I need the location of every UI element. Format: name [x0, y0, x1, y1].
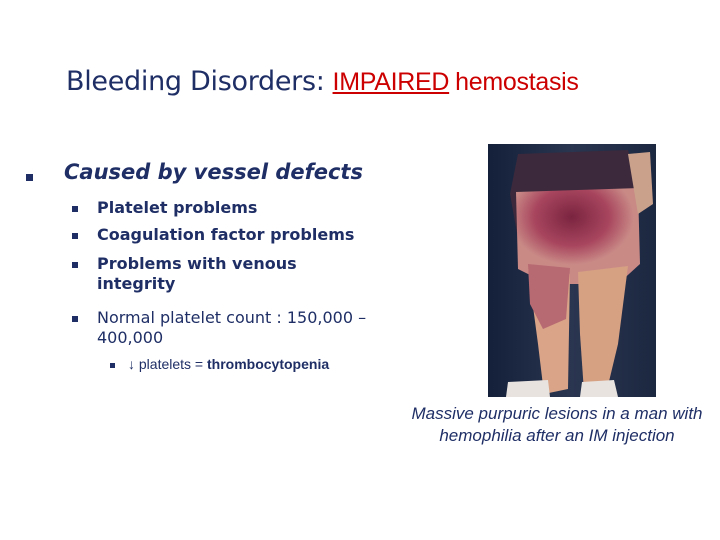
- title-part2: IMPAIRED: [332, 68, 450, 96]
- thrombocytopenia-text: platelets =: [135, 356, 207, 372]
- bullet-level3: [110, 363, 115, 368]
- hemophilia-photo: [488, 144, 656, 397]
- bullet-venous-integrity: Problems with venous integrity: [97, 254, 297, 293]
- photo-caption: Massive purpuric lesions in a man with hemophilia after an IM injection: [411, 404, 703, 445]
- bullet-caused-by-vessel-defects: Caused by vessel defects: [64, 160, 363, 184]
- bullet-level2: [72, 316, 78, 322]
- bullet-level2: [72, 206, 78, 212]
- thrombocytopenia-term: thrombocytopenia: [207, 356, 330, 372]
- slide-title: [66, 66, 579, 97]
- bullet-thrombocytopenia: [128, 356, 329, 372]
- down-arrow-icon: ↓: [128, 356, 135, 372]
- bullet-level2: [72, 233, 78, 239]
- bullet-level2: [72, 262, 78, 268]
- title-part3: hemostasis: [455, 68, 579, 96]
- bullet-level1: [26, 174, 33, 181]
- title-part1: Bleeding Disorders:: [66, 66, 325, 97]
- bullet-platelet-problems: Platelet problems: [97, 198, 258, 217]
- hemophilia-photo-svg: [488, 144, 656, 397]
- bullet-coagulation-factor-problems: Coagulation factor problems: [97, 225, 355, 244]
- bullet-normal-platelet-count: Normal platelet count : 150,000 – 400,000: [97, 308, 367, 347]
